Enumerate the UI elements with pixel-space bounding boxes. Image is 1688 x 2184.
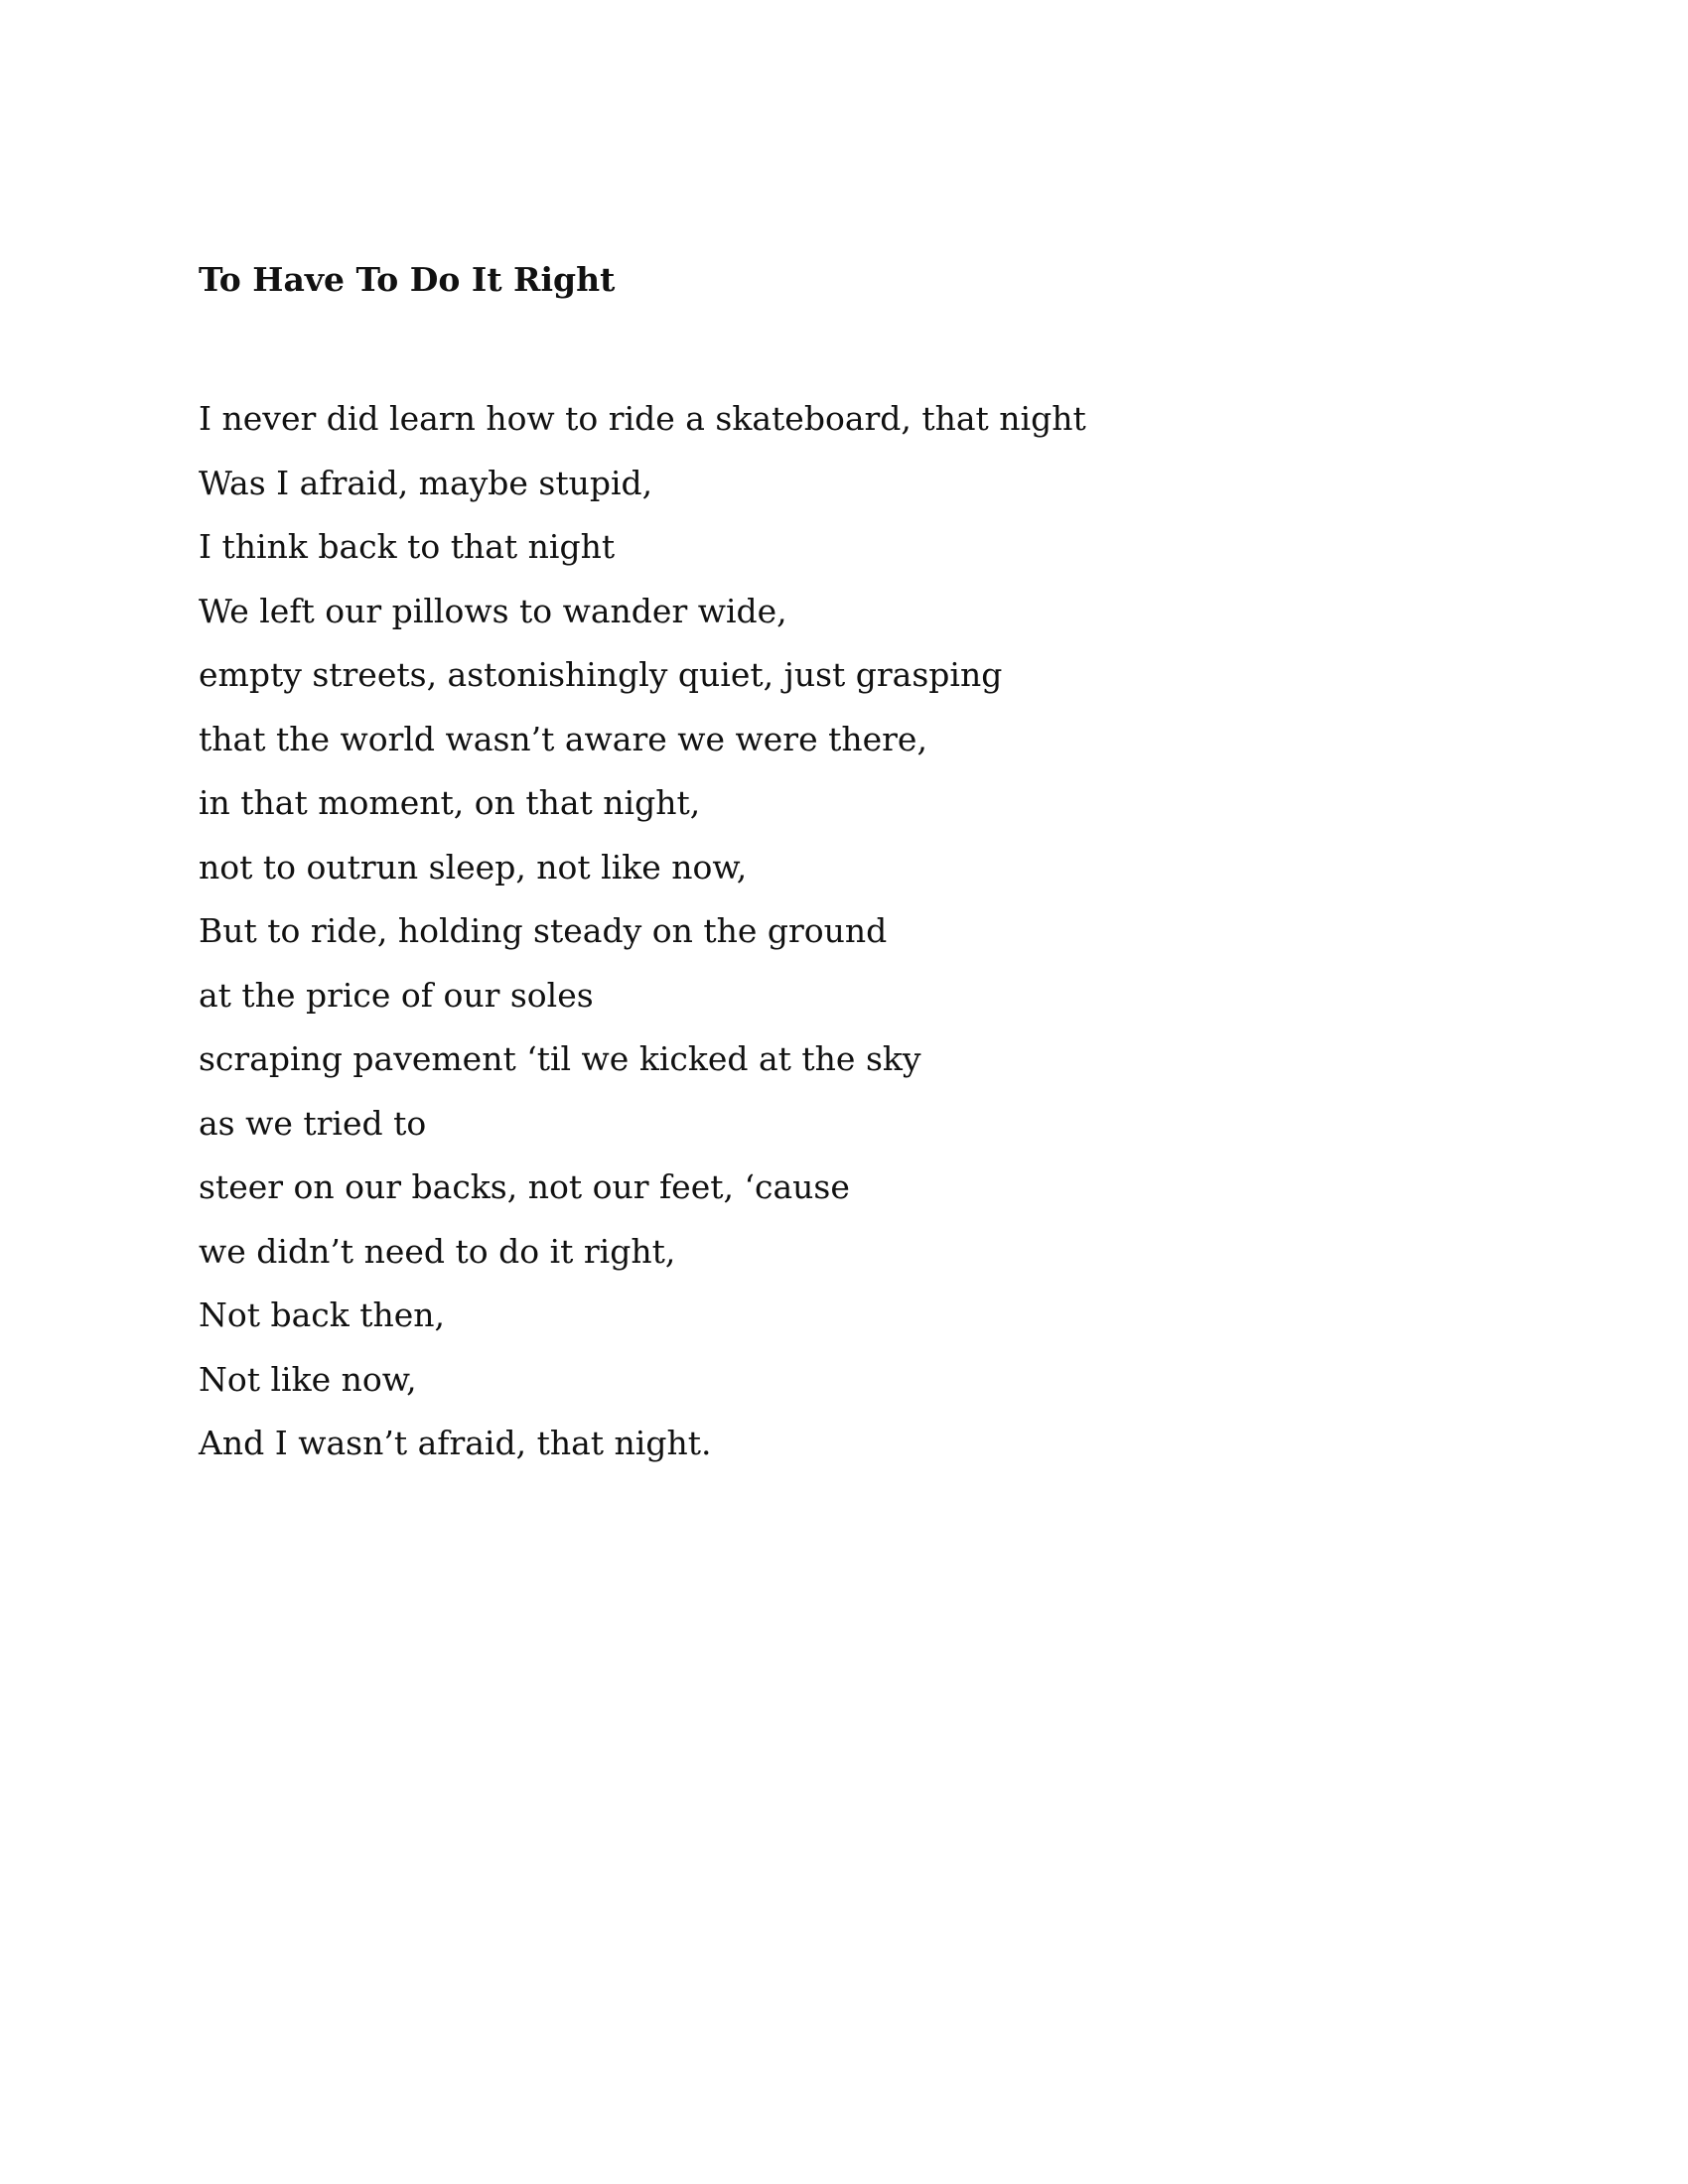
poem-line: in that moment, on that night, [199, 783, 701, 822]
poem-line: not to outrun sleep, not like now, [199, 847, 748, 887]
poem-line: We left our pillows to wander wide, [199, 591, 787, 630]
poem-line: I think back to that night [199, 527, 616, 566]
poem-line: as we tried to [199, 1103, 427, 1143]
poem-line: that the world wasn’t aware we were there, [199, 719, 927, 758]
poem-body [199, 387, 1086, 1476]
poem-line: But to ride, holding steady on the ground [199, 911, 888, 950]
poem-line: at the price of our soles [199, 975, 594, 1015]
poem-line: scraping pavement ‘til we kicked at the sky [199, 1039, 921, 1078]
poem-line: And I wasn’t afraid, that night. [199, 1424, 712, 1462]
poem-line: we didn’t need to do it right, [199, 1231, 676, 1271]
poem-line: Not back then, [199, 1296, 446, 1334]
poem-line: I never did learn how to ride a skateboard, that night [199, 399, 1086, 438]
poem-line: empty streets, astonishingly quiet, just grasping [199, 655, 1003, 694]
poem-line: steer on our backs, not our feet, ‘cause [199, 1167, 850, 1206]
poem-line: Was I afraid, maybe stupid, [199, 463, 653, 502]
poem-title: To Have To Do It Right [199, 260, 616, 299]
poem-line: Not like now, [199, 1359, 417, 1399]
